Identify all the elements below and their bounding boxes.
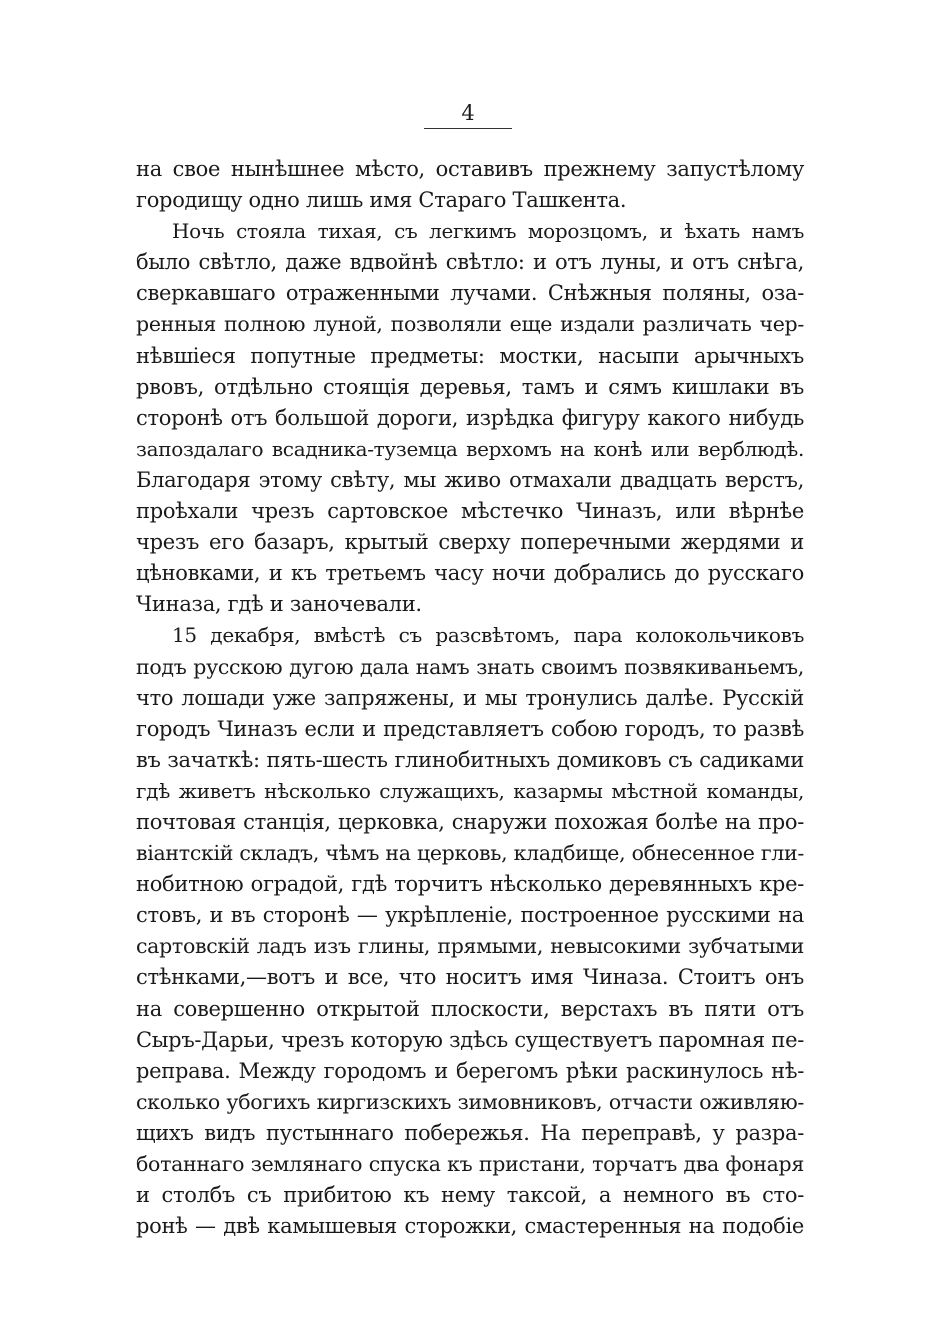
text-line: сверкавшаго отраженными лучами. Снѣжныя поляны, оза- xyxy=(136,281,804,306)
text-line: и столбъ съ прибитою къ нему таксой, а немного въ сто- xyxy=(136,1183,804,1208)
text-line: ренныя полною луной, позволяли еще издали различать чер- xyxy=(136,312,804,337)
text-line: віантскій складъ, чѣмъ на церковь, кладбище, обнесенное гли- xyxy=(136,841,804,866)
text-line: гдѣ живетъ нѣсколько служащихъ, казармы мѣстной команды, xyxy=(136,778,804,803)
text-line: на совершенно открытой плоскости, верстахъ въ пяти отъ xyxy=(136,996,804,1021)
text-line: ронѣ — двѣ камышевыя сторожки, смастеренныя на подобіе xyxy=(136,1214,804,1239)
text-line: сколько убогихъ киргизскихъ зимовниковъ, отчасти оживляю- xyxy=(136,1089,804,1114)
text-line: нѣвшіеся попутные предметы: мостки, насыпи арычныхъ xyxy=(136,343,804,368)
text-line: городищу одно лишь имя Стараго Ташкента. xyxy=(136,188,627,213)
text-line: нобитною оградой, гдѣ торчитъ нѣсколько деревянныхъ кре- xyxy=(136,872,804,897)
text-line: сторонѣ отъ большой дороги, изрѣдка фигуру какого нибудь xyxy=(136,405,804,430)
text-line: городъ Чиназъ если и представляетъ собою городъ, то развѣ xyxy=(136,716,804,741)
text-line: проѣхали чрезъ сартовское мѣстечко Чиназъ, или вѣрнѣе xyxy=(136,499,804,524)
text-line: Благодаря этому свѣту, мы живо отмахали двадцать верстъ, xyxy=(136,467,804,492)
text-line: въ зачаткѣ: пять-шесть глинобитныхъ домиковъ съ садиками xyxy=(136,747,804,772)
text-line: подъ русскою дугою дала намъ знать своимъ позвякиваньемъ, xyxy=(136,654,804,679)
text-line: стѣнками,—вотъ и все, что носитъ имя Чиназа. Стоитъ онъ xyxy=(136,965,804,990)
text-line: щихъ видъ пустыннаго побережья. На переправѣ, у разра- xyxy=(136,1120,804,1145)
text-line: рвовъ, отдѣльно стоящія деревья, тамъ и сямъ кишлаки въ xyxy=(136,374,804,399)
text-line: на свое нынѣшнее мѣсто, оставивъ прежнему запустѣлому xyxy=(136,157,804,181)
header-rule xyxy=(424,128,512,129)
text-line: реправа. Между городомъ и берегомъ рѣки раскинулось нѣ- xyxy=(136,1058,804,1083)
text-line: стовъ, и въ сторонѣ — укрѣпленіе, построенное русскими на xyxy=(136,903,804,928)
text-line: ботаннаго землянаго спуска къ пристани, торчатъ два фонаря xyxy=(136,1152,804,1176)
text-line: что лошади уже запряжены, и мы тронулись далѣе. Русскій xyxy=(136,685,804,710)
text-line: запоздалаго всадника-туземца верхомъ на конѣ или верблюдѣ. xyxy=(136,436,804,461)
text-line: почтовая станція, церковка, снаружи похожая болѣе на про- xyxy=(136,809,804,834)
text-line: сартовскій ладъ изъ глины, прямыми, невысокими зубчатыми xyxy=(136,934,804,959)
text-line: чрезъ его базаръ, крытый сверху поперечными жердями и xyxy=(136,530,804,555)
text-line: Ночь стояла тихая, съ легкимъ морозцомъ, и ѣхать намъ xyxy=(172,219,804,244)
body-text xyxy=(136,154,804,1242)
text-line: Чиназа, гдѣ и заночевали. xyxy=(136,592,422,617)
text-line: цѣновками, и къ третьемъ часу ночи добрались до русскаго xyxy=(136,561,804,586)
text-line: Сыръ-Дарьи, чрезъ которую здѣсь существуетъ паромная пе- xyxy=(136,1027,804,1052)
text-line: 15 декабря, вмѣстѣ съ разсвѣтомъ, пара колокольчиковъ xyxy=(172,623,804,648)
page-number: 4 xyxy=(461,101,475,125)
text-line: было свѣтло, даже вдвойнѣ свѣтло: и отъ луны, и отъ снѣга, xyxy=(136,250,804,275)
